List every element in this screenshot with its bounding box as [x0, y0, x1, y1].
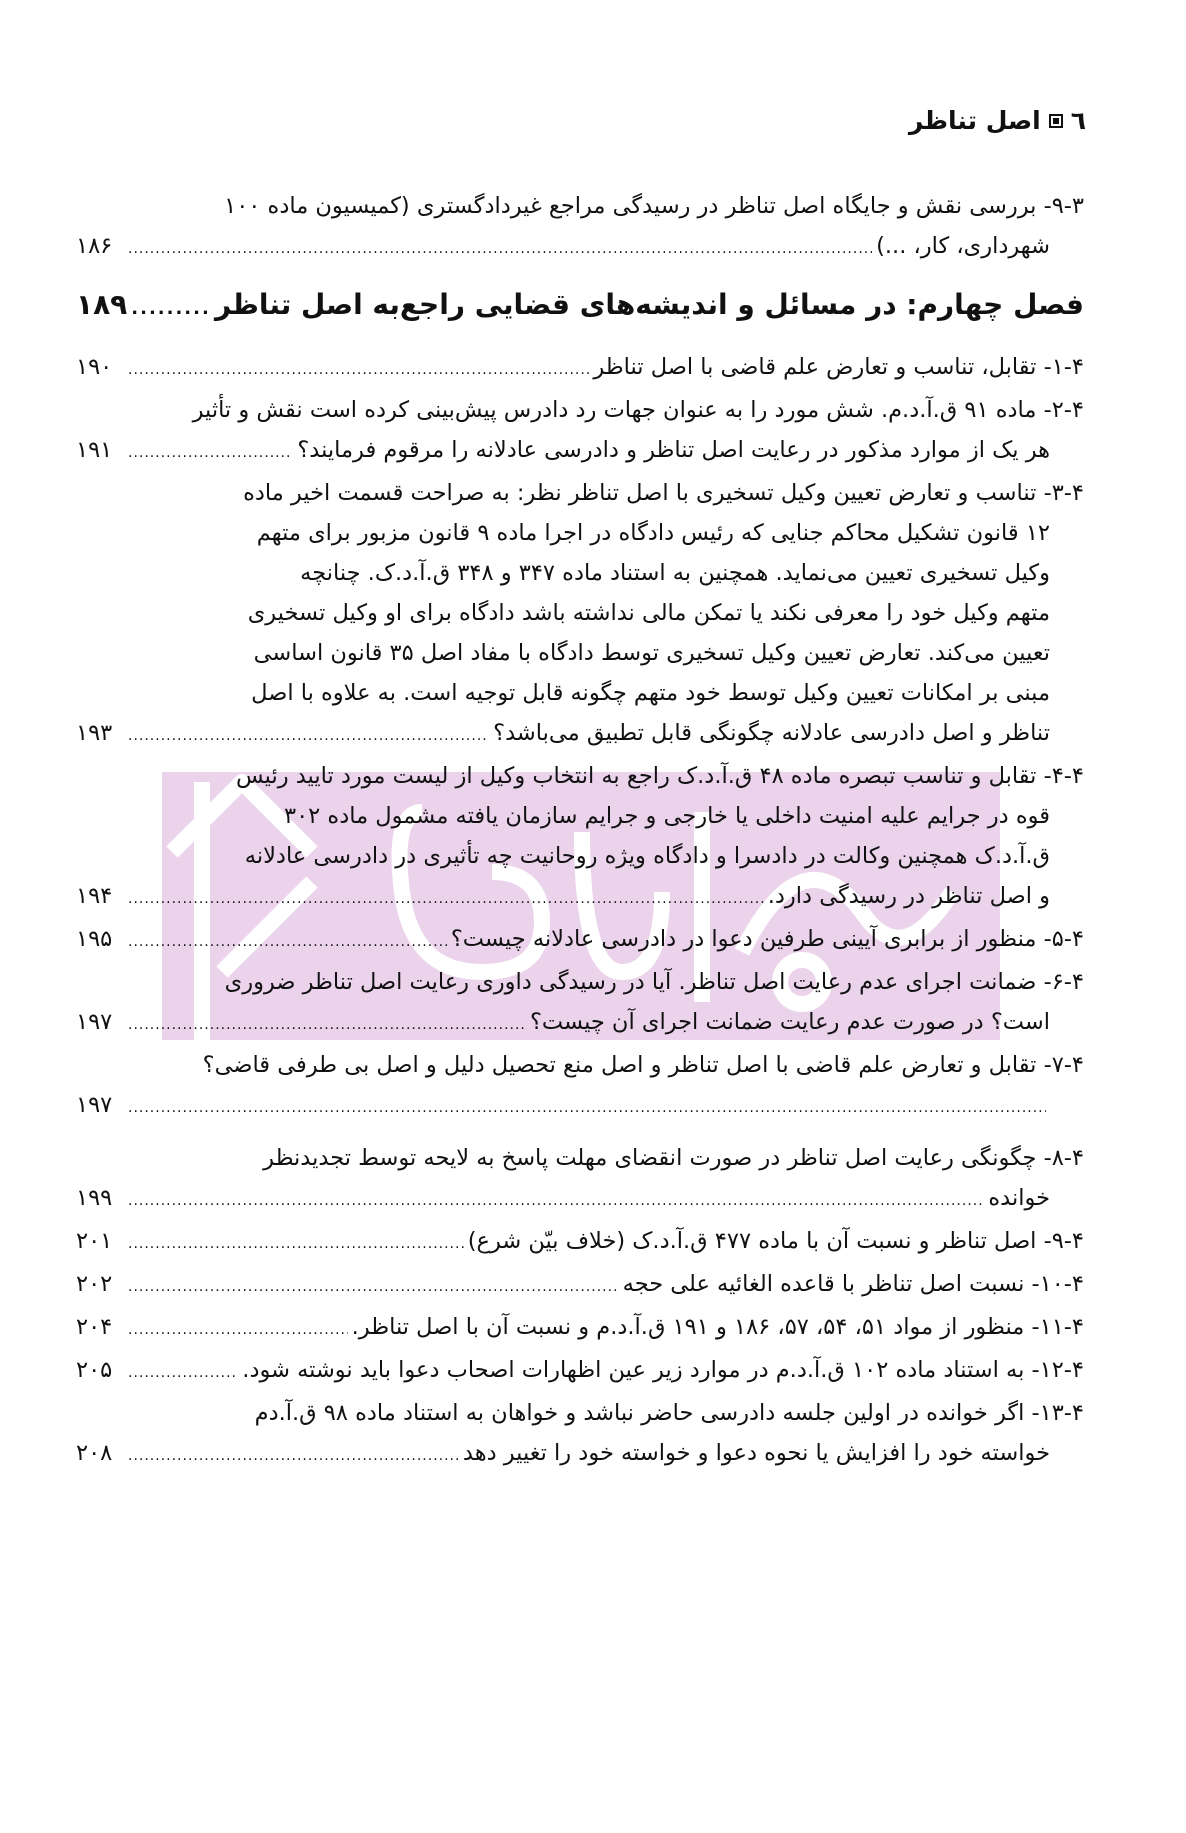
toc-entry-line — [76, 876, 1084, 919]
page-number: ٦ — [1070, 106, 1086, 135]
toc-entry-line — [76, 756, 1084, 796]
leader-dots — [128, 1181, 984, 1221]
toc-entry-line — [76, 1138, 1084, 1178]
toc-entry-line — [76, 919, 1084, 962]
toc-entry-line — [76, 1221, 1084, 1264]
toc-entry-text: ۶-۴- ضمانت اجرای عدم رعایت اصل تناظر. آیا در رسیدگی داوری رعایت اصل تناظر ضروری — [224, 969, 1084, 995]
toc-entry-text: ۱۱-۴- منظور از مواد ۵۱، ۵۴، ۵۷، ۱۸۶ و ۱۹۱ ق.آ.د.م و نسبت آن با اصل تناظر. — [351, 1314, 1084, 1340]
running-header — [909, 106, 1086, 135]
leader-dots — [128, 1267, 619, 1307]
toc-page-number: ۲۰۸ — [76, 1440, 113, 1466]
toc-entry-line — [76, 473, 1084, 513]
toc-page-number: ۱۹۴ — [76, 883, 113, 909]
toc-entry-text: ق.آ.د.ک همچنین وکالت در دادسرا و دادگاه ویژه روحانیت چه تأثیری در دادرسی عادلانه — [244, 843, 1050, 869]
leader-dots — [128, 1310, 348, 1350]
toc-entry-text: ۲-۴- ماده ۹۱ ق.آ.د.م. شش مورد را به عنوان جهات رد دادرس پیش‌بینی کرده است نقش و تأثیر — [192, 397, 1084, 423]
toc-entry[interactable] — [76, 1393, 1084, 1476]
table-of-contents — [76, 186, 1084, 1476]
toc-entry-text: و اصل تناظر در رسیدگی دارد. — [767, 883, 1050, 909]
toc-entry[interactable] — [76, 919, 1084, 962]
toc-entry-text: ۱۳-۴- اگر خوانده در اولین جلسه دادرسی حاضر نباشد و خواهان به استناد ماده ۹۸ ق.آ.دم — [254, 1400, 1084, 1426]
leader-dots — [128, 350, 589, 390]
toc-entry-line — [76, 1350, 1084, 1393]
toc-entry-text: قوه در جرایم علیه امنیت داخلی یا خارجی و جرایم سازمان یافته مشمول ماده ۳۰۲ — [284, 803, 1050, 829]
toc-entry-text: تناظر و اصل دادرسی عادلانه چگونگی قابل تطبیق می‌باشد؟ — [493, 720, 1050, 746]
toc-entry-line — [76, 186, 1084, 226]
toc-entry[interactable] — [76, 473, 1084, 756]
toc-page-number: ۱۹۵ — [76, 926, 113, 952]
running-title: اصل تناظر — [908, 106, 1041, 135]
toc-page-number: ۱۹۹ — [76, 1185, 113, 1211]
leader-dots — [128, 1224, 464, 1264]
toc-entries — [76, 347, 1084, 1476]
toc-entry-line — [76, 633, 1084, 673]
toc-entry-line — [76, 713, 1084, 756]
toc-entry-line — [76, 1264, 1084, 1307]
toc-entry-text: ۹-۴- اصل تناظر و نسبت آن با ماده ۴۷۷ ق.آ.د.ک (خلاف بیّن شرع) — [467, 1228, 1084, 1254]
leader-dots — [128, 1436, 459, 1476]
leader-dots — [128, 879, 764, 919]
toc-entry-line — [76, 1393, 1084, 1433]
leader-dots — [131, 285, 211, 333]
toc-page-number: ۱۹۷ — [76, 1092, 113, 1118]
toc-entry-text: خوانده — [988, 1185, 1050, 1211]
toc-entry-text: ۷-۴- تقابل و تعارض علم قاضی با اصل تناظر و اصل منع تحصیل دلیل و اصل بی طرفی قاضی؟ — [202, 1052, 1084, 1078]
chapter-title: فصل چهارم: در مسائل و اندیشه‌های قضایی راجع‌به اصل تناظر — [215, 288, 1084, 321]
leader-dots — [128, 1353, 238, 1393]
toc-entry[interactable] — [76, 1138, 1084, 1221]
toc-entry[interactable] — [76, 962, 1084, 1045]
toc-entry[interactable] — [76, 347, 1084, 390]
toc-page-number: ۱۹۳ — [76, 720, 113, 746]
leader-dots — [128, 716, 489, 756]
toc-entry[interactable] — [76, 390, 1084, 473]
toc-entry-line — [76, 1045, 1084, 1085]
toc-entry-text: ۴-۴- تقابل و تناسب تبصره ماده ۴۸ ق.آ.د.ک راجع به انتخاب وکیل از لیست مورد تایید رئیس — [235, 763, 1084, 789]
toc-entry[interactable] — [76, 1350, 1084, 1393]
toc-entry-line — [76, 1085, 1084, 1128]
toc-entry-text: ۱-۴- تقابل، تناسب و تعارض علم قاضی با اصل تناظر — [593, 354, 1084, 380]
toc-entry-text: خواسته خود را افزایش یا نحوه دعوا و خواسته خود را تغییر دهد — [462, 1440, 1050, 1466]
toc-entry-text: ۱۰-۴- نسبت اصل تناظر با قاعده الغائیه علی حجه — [622, 1271, 1084, 1297]
toc-entry-line — [76, 962, 1084, 1002]
toc-entry-prev[interactable] — [76, 186, 1084, 269]
toc-entry-text: ۸-۴- چگونگی رعایت اصل تناظر در صورت انقضای مهلت پاسخ به لایحه توسط تجدیدنظر — [263, 1145, 1084, 1171]
toc-entry-text: هر یک از موارد مذکور در رعایت اصل تناظر و دادرسی عادلانه را مرقوم فرمایند؟ — [297, 437, 1050, 463]
toc-entry-text: متهم وکیل خود را معرفی نکند یا تمکن مالی نداشته باشد دادگاه برای او وکیل تسخیری — [247, 600, 1050, 626]
toc-entry-line — [76, 553, 1084, 593]
toc-entry-text: است؟ در صورت عدم رعایت ضمانت اجرای آن چیست؟ — [529, 1009, 1050, 1035]
toc-entry-line — [76, 430, 1084, 473]
toc-entry-line — [76, 226, 1084, 269]
toc-entry-line — [76, 673, 1084, 713]
toc-entry-line — [76, 513, 1084, 553]
toc-entry-text: شهرداری، کار، ...) — [876, 233, 1050, 259]
toc-entry-text: ۵-۴- منظور از برابری آیینی طرفین دعوا در دادرسی عادلانه چیست؟ — [450, 926, 1084, 952]
toc-entry-line — [76, 1002, 1084, 1045]
leader-dots — [128, 1088, 1046, 1128]
toc-page-number: ۲۰۵ — [76, 1357, 113, 1383]
toc-entry-text: ۱۲-۴- به استناد ماده ۱۰۲ ق.آ.د.م در موارد زیر عین اظهارات اصحاب دعوا باید نوشته شود. — [242, 1357, 1084, 1383]
leader-dots — [128, 1005, 526, 1045]
toc-entry-text: مبنی بر امکانات تعیین وکیل توسط خود متهم چگونه قابل توجیه است. به علاوه با اصل — [251, 680, 1050, 706]
toc-entry-text: وکیل تسخیری تعیین می‌نماید. همچنین به استناد ماده ۳۴۷ و ۳۴۸ ق.آ.د.ک. چنانچه — [300, 560, 1050, 586]
toc-entry-line — [76, 347, 1084, 390]
toc-page-number: ۱۸۶ — [76, 233, 113, 259]
leader-dots — [128, 922, 447, 962]
toc-page-number: ۲۰۴ — [76, 1314, 113, 1340]
toc-page-number: ۲۰۲ — [76, 1271, 113, 1297]
toc-entry[interactable] — [76, 1045, 1084, 1128]
toc-page-number: ۲۰۱ — [76, 1228, 113, 1254]
toc-entry-line — [76, 836, 1084, 876]
toc-entry-text: ۹-۳- بررسی نقش و جایگاه اصل تناظر در رسیدگی مراجع غیردادگستری (کمیسیون ماده ۱۰۰ — [224, 193, 1084, 219]
toc-entry[interactable] — [76, 1264, 1084, 1307]
toc-entry[interactable] — [76, 756, 1084, 919]
toc-entry-line — [76, 593, 1084, 633]
toc-entry-line — [76, 1178, 1084, 1221]
toc-entry-line — [76, 796, 1084, 836]
square-bullet-icon — [1049, 114, 1063, 128]
toc-entry-line — [76, 1307, 1084, 1350]
toc-page-number: ۱۹۰ — [76, 354, 113, 380]
leader-dots — [128, 229, 872, 269]
toc-entry-text: تعیین می‌کند. تعارض تعیین وکیل تسخیری توسط دادگاه با مفاد اصل ۳۵ قانون اساسی — [253, 640, 1050, 666]
toc-chapter-heading[interactable] — [76, 281, 1084, 333]
toc-entry[interactable] — [76, 1221, 1084, 1264]
toc-entry[interactable] — [76, 1307, 1084, 1350]
toc-page-number: ۱۹۷ — [76, 1009, 113, 1035]
toc-entry-text: ۳-۴- تناسب و تعارض تعیین وکیل تسخیری با اصل تناظر نظر: به صراحت قسمت اخیر ماده — [243, 480, 1084, 506]
toc-entry-line — [76, 1433, 1084, 1476]
toc-entry-text: ۱۲ قانون تشکیل محاکم جنایی که رئیس دادگاه در اجرا ماده ۹ قانون مزبور برای متهم — [256, 520, 1050, 546]
toc-page-number: ۱۹۱ — [76, 437, 113, 463]
leader-dots — [128, 433, 293, 473]
toc-page-number: ۱۸۹ — [76, 288, 128, 321]
toc-entry-line — [76, 281, 1084, 333]
toc-entry-line — [76, 390, 1084, 430]
